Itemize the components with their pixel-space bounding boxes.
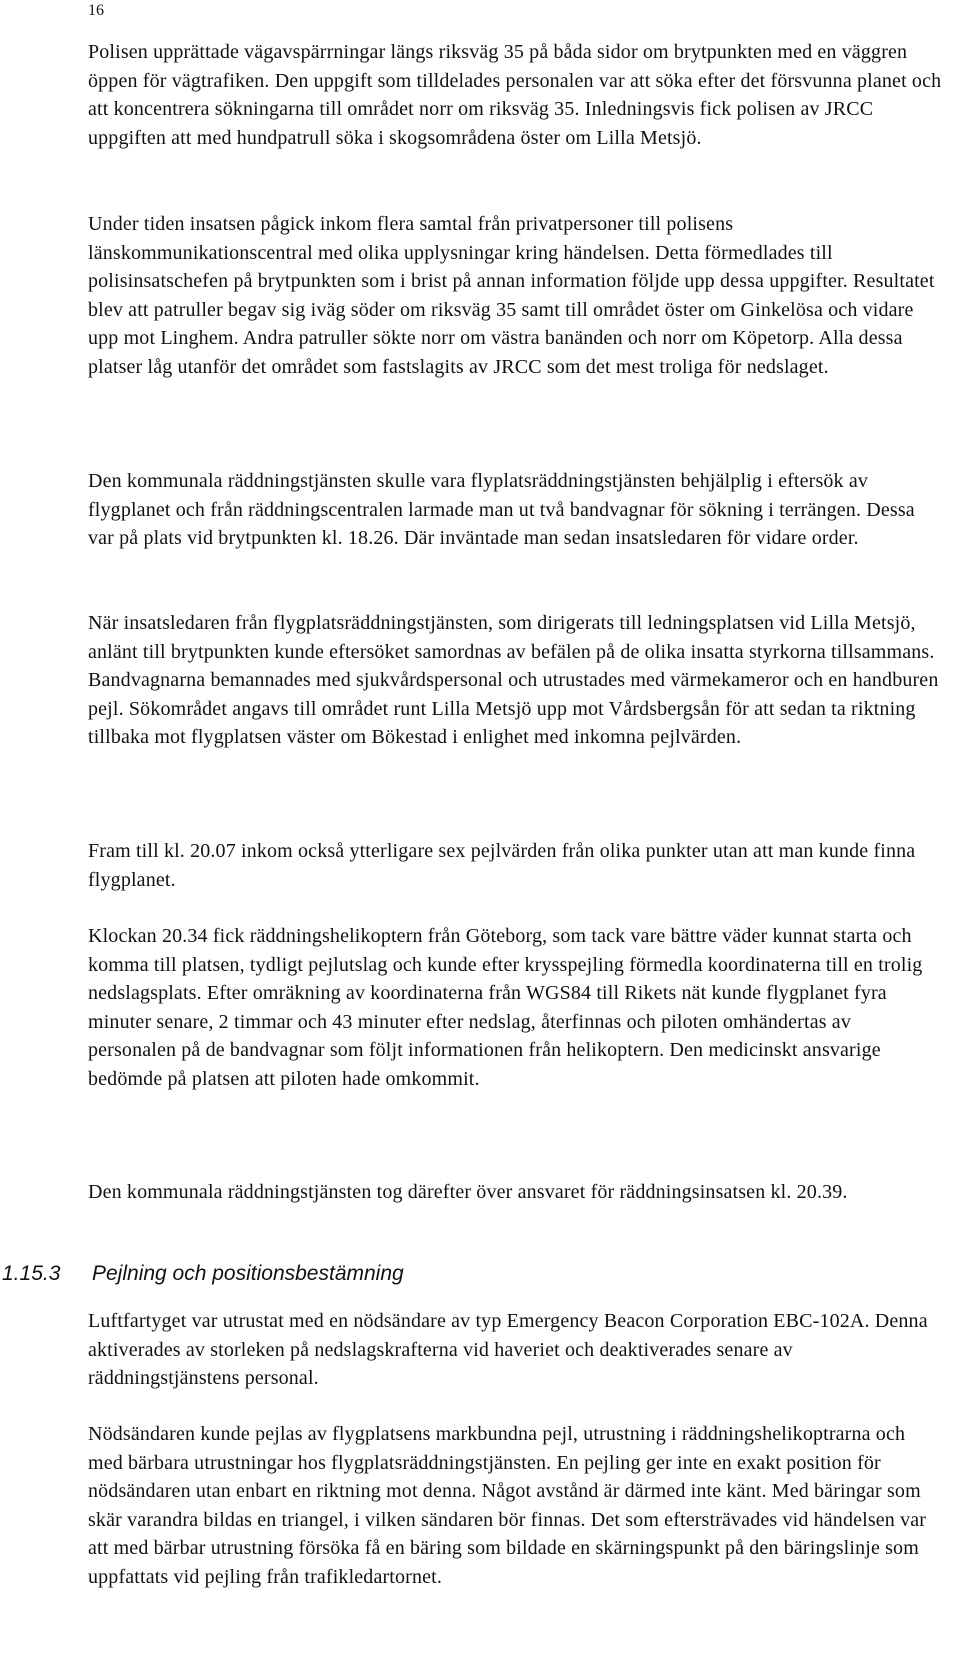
body-paragraph [88, 1178, 944, 1207]
body-paragraph [88, 922, 944, 1094]
page-number: 16 [88, 2, 104, 19]
body-paragraph [88, 609, 944, 752]
section-number: 1.15.3 [2, 1262, 61, 1285]
body-paragraph [88, 1420, 944, 1592]
paragraph-text: Luftfartyget var utrustat med en nödsändare av typ Emergency Beacon Corporation EBC-102A. Denna aktiverades av storleken på nedslagskrafterna vid haveriet och deaktiverades senare av räddningstjänstens personal. [88, 1310, 928, 1390]
paragraph-text: Polisen upprättade vägavspärrningar längs riksväg 35 på båda sidor om brytpunkten med en väggren öppen för vägtrafiken. Den uppgift som tilldelades personalen var att söka efter det försvunna planet och att koncentrera sökningarna till området norr om riksväg 35. Inledningsvis fick polisen av JRCC uppgiften att med hundpatrull söka i skogsområdena öster om Lilla Metsjö. [88, 41, 942, 149]
paragraph-text: Under tiden insatsen pågick inkom flera samtal från privatpersoner till polisens länskommunikationscentral med olika upplysningar kring händelsen. Detta förmedlades till polisinsatschefen på brytpunkten som i brist på annan information följde upp dessa uppgifter. Resultatet blev att patruller begav sig iväg söder om riksväg 35 samt till området öster om Ginkelösa och vidare upp mot Linghem. Andra patruller sökte norr om västra banänden och norr om Köpetorp. Alla dessa platser låg utanför det området som fastslagits av JRCC som det mest troliga för nedslaget. [88, 213, 935, 378]
paragraph-text: När insatsledaren från flygplatsräddningstjänsten, som dirigerats till ledningsplatsen vid Lilla Metsjö, anlänt till brytpunkten kunde eftersöket samordnas av befälen på de olika insatta styrkorna tillsammans. Bandvagnarna bemannades med sjukvårdspersonal och utrustades med värmekameror och en handburen pejl. Sökområdet angavs till området runt Lilla Metsjö upp mot Vårdsbergsån för att sedan ta riktning tillbaka mot flygplatsen väster om Bökestad i enlighet med inkomna pejlvärden. [88, 612, 939, 749]
paragraph-text: Klockan 20.34 fick räddningshelikoptern från Göteborg, som tack vare bättre väder kunnat starta och komma till platsen, tydligt pejlutslag och kunde efter krysspejling förmedla koordinaterna till en trolig nedslagsplats. Efter omräkning av koordinaterna från WGS84 till Rikets nät kunde flygplanet fyra minuter senare, 2 timmar och 43 minuter efter nedslag, återfinnas och piloten omhändertas av personalen på de bandvagnar som följt informationen från helikoptern. Den medicinskt ansvarige bedömde på platsen att piloten hade omkommit. [88, 925, 923, 1090]
paragraph-text: Den kommunala räddningstjänsten tog därefter över ansvaret för räddningsinsatsen kl. 20.39. [88, 1181, 848, 1203]
body-paragraph [88, 837, 944, 894]
paragraph-text: Fram till kl. 20.07 inkom också ytterligare sex pejlvärden från olika punkter utan att man kunde finna flygplanet. [88, 840, 916, 891]
paragraph-text: Nödsändaren kunde pejlas av flygplatsens markbundna pejl, utrustning i räddningshelikoptrarna och med bärbara utrustningar hos flygplatsräddningstjänsten. En pejling ger inte en exakt position för nödsändaren utan enbart en riktning mot denna. Något avstånd är därmed inte känt. Med bäringar som skär varandra bildas en triangel, i vilken sändaren bör finnas. Det som eftersträvades vid händelsen var att med bärbar utrustning försöka få en bäring som bildade en skärningspunkt på den bäringslinje som uppfattats vid pejling från trafikledartornet. [88, 1423, 927, 1588]
section-heading [0, 1262, 944, 1292]
body-paragraph [88, 467, 944, 553]
body-paragraph [88, 1307, 944, 1393]
body-paragraph [88, 210, 944, 382]
body-paragraph [88, 38, 944, 152]
section-title: Pejlning och positionsbestämning [92, 1262, 404, 1285]
paragraph-text: Den kommunala räddningstjänsten skulle vara flyplatsräddningstjänsten behjälplig i eftersök av flygplanet och från räddningscentralen larmade man ut två bandvagnar för sökning i terrängen. Dessa var på plats vid brytpunkten kl. 18.26. Där inväntade man sedan insatsledaren för vidare order. [88, 470, 915, 550]
